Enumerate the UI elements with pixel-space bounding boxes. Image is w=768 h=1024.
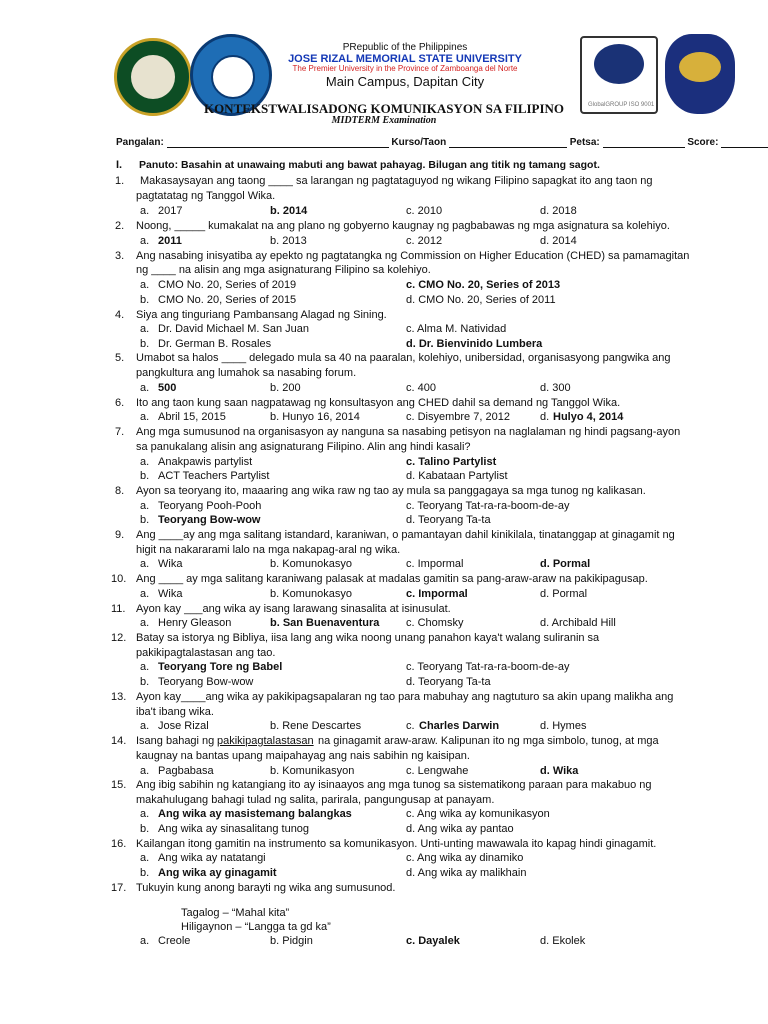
question-line-text: 15. bbox=[111, 779, 127, 791]
question-line-text: d. Teoryang Ta-ta bbox=[406, 514, 491, 526]
question-line-text: a. bbox=[140, 808, 150, 820]
question-line-text: Anakpawis partylist bbox=[158, 456, 253, 468]
question-line-text: d. 300 bbox=[540, 382, 571, 394]
question-line-text: 5. bbox=[115, 352, 125, 364]
date-field[interactable] bbox=[603, 137, 685, 148]
question-line-text: Ang wika ay ginagamit bbox=[158, 867, 277, 879]
question-line-text: b. Hunyo 16, 2014 bbox=[270, 411, 360, 423]
question-line-text: Makasaysayan ang taong ____ sa larangan ng pagtataguyod ng wikang Filipino sapagkat ito ang taon ng bbox=[140, 175, 653, 187]
question-line-text: b. bbox=[140, 514, 150, 526]
question-line-text: 2. bbox=[115, 220, 125, 232]
question-line-text: 14. bbox=[111, 735, 127, 747]
exam-subtitle: MIDTERM Examination bbox=[331, 115, 437, 126]
question-line-text: Ayon kay ___ang wika ay isang larawang sinasalita at isinusulat. bbox=[136, 603, 451, 615]
question-line-text: b. Komunokasyo bbox=[270, 558, 352, 570]
question-line-text: c. 400 bbox=[406, 382, 436, 394]
question-line-text: CMO No. 20, Series of 2015 bbox=[158, 294, 297, 306]
question-line-text: Siya ang tinguriang Pambansang Alagad ng Sining. bbox=[136, 309, 387, 321]
question-line-text: 1. bbox=[115, 175, 125, 187]
student-info-row bbox=[116, 137, 768, 148]
question-line-text: Tagalog – “Mahal kita” bbox=[181, 907, 290, 919]
question-line-text: c. Dayalek bbox=[406, 935, 460, 947]
question-line-text: Henry Gleason bbox=[158, 617, 232, 629]
question-line-text: c. Impormal bbox=[406, 588, 468, 600]
question-line-text: c. Talino Partylist bbox=[406, 456, 497, 468]
question-line-text: pakikipagtalastasan bbox=[217, 735, 314, 747]
question-line-text: c. Ang wika ay komunikasyon bbox=[406, 808, 550, 820]
question-line-text: Charles Darwin bbox=[419, 720, 500, 732]
question-line-text: c. CMO No. 20, Series of 2013 bbox=[406, 279, 561, 291]
name-label: Pangalan: bbox=[116, 137, 164, 148]
question-line-text: Teoryang Bow-wow bbox=[158, 514, 261, 526]
question-line-text: a. bbox=[140, 323, 150, 335]
question-line-text: b. 2013 bbox=[270, 235, 307, 247]
page-header bbox=[0, 28, 768, 108]
question-line-text: Ang wika ay sinasalitang tunog bbox=[158, 823, 310, 835]
question-line-text: d. Pormal bbox=[540, 558, 591, 570]
question-line-text: Kailangan itong gamitin na instrumento sa komunikasyon. Unti-unting mawawala ito kapag hindi ginagamit. bbox=[136, 838, 657, 850]
question-line-text: 12. bbox=[111, 632, 127, 644]
university-name: JOSE RIZAL MEMORIAL STATE UNIVERSITY bbox=[288, 53, 522, 65]
question-line-text: na ginagamit araw-araw. Kalipunan ito ng mga simbolo, tunog, at mga bbox=[318, 735, 659, 747]
question-line-text: b. bbox=[140, 823, 150, 835]
question-line-text: Batay sa istorya ng Bibliya, iisa lang ang wika noong unang panahon kaya't walang suliranin sa bbox=[136, 632, 600, 644]
question-line-text: Noong, _____ kumakalat na ang plano ng gobyerno kaugnay ng pagbabawas ng mga asignatura sa kolehiyo. bbox=[136, 220, 670, 232]
question-line-text: Ang mga sumusunod na organisasyon ay nanguna sa nasabing petisyon na naglalaman ng hindi pagsang-ayon bbox=[136, 426, 681, 438]
date-label: Petsa: bbox=[569, 137, 600, 148]
question-line-text: ACT Teachers Partylist bbox=[158, 470, 270, 482]
question-line-text: a. bbox=[140, 935, 150, 947]
question-line-text: a. bbox=[140, 279, 150, 291]
question-line-text: c. Lengwahe bbox=[406, 765, 469, 777]
question-line-text: CMO No. 20, Series of 2019 bbox=[158, 279, 297, 291]
question-line-text: Ang wika ay masistemang balangkas bbox=[158, 808, 352, 820]
question-line-text: c. Alma M. Natividad bbox=[406, 323, 507, 335]
question-line-text: a. bbox=[140, 765, 150, 777]
question-line-text: Tukuyin kung anong barayti ng wika ang sumusunod. bbox=[136, 882, 396, 894]
question-line-text: 17. bbox=[111, 882, 127, 894]
question-line-text: c. Disyembre 7, 2012 bbox=[406, 411, 510, 423]
question-line-text: Ayon kay____ang wika ay pakikipagsapalaran ng tao para mabuhay ang nagtuturo sa akin upang malikha ang bbox=[136, 691, 674, 703]
question-line-text: d. 2014 bbox=[540, 235, 577, 247]
question-line-text: d. Ekolek bbox=[540, 935, 586, 947]
question-line-text: Wika bbox=[158, 588, 183, 600]
question-line-text: d. Pormal bbox=[540, 588, 588, 600]
question-line-text: a. bbox=[140, 558, 150, 570]
question-line-text: b. bbox=[140, 470, 150, 482]
question-line-text: Hulyo 4, 2014 bbox=[553, 411, 624, 423]
question-line-text: makahulugang bahagi tulad ng salita, parirala, pangungusap at panayam. bbox=[136, 794, 495, 806]
question-line-text: a. bbox=[140, 456, 150, 468]
question-line-text: pagtatatag ng Tanggol Wika. bbox=[136, 190, 276, 202]
question-line-text: a. bbox=[140, 720, 150, 732]
question-line-text: b. bbox=[140, 676, 150, 688]
question-line-text: Dr. David Michael M. San Juan bbox=[158, 323, 310, 335]
question-line-text: 8. bbox=[115, 485, 125, 497]
question-line-text: b. Komunikasyon bbox=[270, 765, 355, 777]
question-line-text: 2017 bbox=[158, 205, 183, 217]
question-line-text: c. bbox=[406, 720, 415, 732]
question-line-text: Ang wika ay natatangi bbox=[158, 852, 266, 864]
question-line-text: Ito ang taon kung saan nagpatawag ng konsultasyon ang CHED dahil sa demand ng Tanggol Wika. bbox=[136, 397, 621, 409]
republic-line: PRepublic of the Philippines bbox=[342, 42, 468, 53]
question-line-text: Teoryang Bow-wow bbox=[158, 676, 254, 688]
section-number: I. bbox=[116, 159, 123, 171]
question-line-text: c. Teoryang Tat-ra-ra-boom-de-ay bbox=[406, 661, 570, 673]
question-line-text: Hiligaynon – “Langga ta gd ka” bbox=[181, 921, 331, 933]
question-line-text: b. 200 bbox=[270, 382, 301, 394]
question-line-text: Ang nasabing inisyatiba ay epekto ng pagtatangka ng Commission on Higher Education (CHED) sa pamamagitan bbox=[136, 250, 690, 262]
question-line-text: b. bbox=[140, 338, 150, 350]
question-line-text: b. San Buenaventura bbox=[270, 617, 380, 629]
question-line-text: a. bbox=[140, 235, 150, 247]
question-line-text: Ang ibig sabihin ng katangiang ito ay isinaayos ang mga tunog sa sistematikong paraan para makabuo ng bbox=[136, 779, 652, 791]
question-line-text: c. Impormal bbox=[406, 558, 464, 570]
question-line-text: Teoryang Tore ng Babel bbox=[158, 661, 283, 673]
question-line-text: Jose Rizal bbox=[158, 720, 209, 732]
name-field[interactable] bbox=[167, 137, 389, 148]
question-line-text: Ang ____ ay mga salitang karaniwang palasak at madalas gamitin sa pang-araw-araw na pakikipagusap. bbox=[136, 573, 648, 585]
question-line-text: Dr. German B. Rosales bbox=[158, 338, 272, 350]
question-line-text: d. Kabataan Partylist bbox=[406, 470, 508, 482]
question-line-text: 16. bbox=[111, 838, 127, 850]
question-line-text: 9. bbox=[115, 529, 125, 541]
question-line-text: a. bbox=[140, 617, 150, 629]
question-line-text: 500 bbox=[158, 382, 177, 394]
question-line-text: a. bbox=[140, 588, 150, 600]
question-line-text: c. 2010 bbox=[406, 205, 443, 217]
question-line-text: 2011 bbox=[158, 235, 182, 247]
question-line-text: 6. bbox=[115, 397, 125, 409]
question-line-text: a. bbox=[140, 382, 150, 394]
iso-badge-caption: GlobalGROUP ISO 9001 bbox=[588, 102, 655, 108]
question-line-text: d. Ang wika ay pantao bbox=[406, 823, 514, 835]
question-line-text: ng ____ na alisin ang mga asignaturang Filipino sa kolehiyo. bbox=[136, 264, 431, 276]
question-line-text: d. 2018 bbox=[540, 205, 577, 217]
question-line-text: Abril 15, 2015 bbox=[158, 411, 226, 423]
exam-title: KONTEKSTWALISADONG KOMUNIKASYON SA FILIPINO bbox=[203, 101, 565, 116]
question-line-text: 3. bbox=[115, 250, 125, 262]
question-line-text: 11. bbox=[111, 603, 126, 615]
question-line-text: Teoryang Pooh-Pooh bbox=[158, 500, 262, 512]
question-line-text: d. Ang wika ay malikhain bbox=[406, 867, 527, 879]
question-line-text: b. Pidgin bbox=[270, 935, 313, 947]
question-line-text: d. bbox=[540, 411, 550, 423]
question-line-text: c. Ang wika ay dinamiko bbox=[406, 852, 524, 864]
question-line-text: 13. bbox=[111, 691, 127, 703]
question-line-text: Creole bbox=[158, 935, 191, 947]
question-line-text: Wika bbox=[158, 558, 183, 570]
course-field[interactable] bbox=[449, 137, 567, 148]
question-line-text: b. Komunokasyo bbox=[270, 588, 352, 600]
question-line-text: higit na nakararami lalo na mga nakapag-aral ng wika. bbox=[136, 544, 401, 556]
question-line-text: sa panukalang alisin ang asignaturang Filipino. Alin ang hindi kasali? bbox=[136, 441, 471, 453]
question-line-text: pakikipagtalastasan ang tao. bbox=[136, 647, 276, 659]
question-line-text: d. Archibald Hill bbox=[540, 617, 616, 629]
question-line-text: 7. bbox=[115, 426, 125, 438]
course-label: Kurso/Taon bbox=[391, 137, 447, 148]
university-tagline: The Premier University in the Province of Zamboanga del Norte bbox=[292, 64, 518, 73]
question-line-text: pangkultura ang lumahok sa nasabing forum. bbox=[136, 367, 357, 379]
question-line-text: Ang ____ay ang mga salitang istandard, karaniwan, o pamantayan dahil kinikilala, tinatanggap at ginagamit ng bbox=[136, 529, 675, 541]
instructions: Panuto: Basahin at unawaing mabuti ang bawat pahayag. Bilugan ang titik ng tamang sagot. bbox=[139, 159, 600, 171]
question-line-text: a. bbox=[140, 852, 150, 864]
campus-name: Main Campus, Dapitan City bbox=[325, 74, 485, 89]
question-line-text: c. 2012 bbox=[406, 235, 443, 247]
question-line-text: d. CMO No. 20, Series of 2011 bbox=[406, 294, 556, 306]
question-line-text: b. 2014 bbox=[270, 205, 308, 217]
question-line-text: kaugnay na bantas upang maipahayag ang nais sabihin ng kaisipan. bbox=[136, 750, 470, 762]
question-line-text: d. Wika bbox=[540, 765, 579, 777]
score-label: Score: bbox=[687, 137, 719, 148]
question-line-text: d. Hymes bbox=[540, 720, 587, 732]
question-line-text: Umabot sa halos ____ delegado mula sa 40 na paaralan, kolehiyo, unibersidad, organisasyong pangwika ang bbox=[136, 352, 671, 364]
question-line-text: d. Teoryang Ta-ta bbox=[406, 676, 491, 688]
question-line-text: Ayon sa teoryang ito, maaaring ang wika raw ng tao ay mula sa panggagaya sa mga tunog ng kalikasan. bbox=[136, 485, 646, 497]
question-line-text: 10. bbox=[111, 573, 127, 585]
question-line-text: a. bbox=[140, 205, 150, 217]
question-line-text: b. bbox=[140, 867, 150, 879]
question-line-text: Isang bahagi ng bbox=[136, 735, 215, 747]
question-line-text: iba't ibang wika. bbox=[136, 706, 214, 718]
question-line-text: a. bbox=[140, 661, 150, 673]
question-line-text: b. Rene Descartes bbox=[270, 720, 362, 732]
question-line-text: Pagbabasa bbox=[158, 765, 214, 777]
question-line-text: a. bbox=[140, 411, 150, 423]
question-line-text: c. Chomsky bbox=[406, 617, 464, 629]
score-field[interactable] bbox=[721, 137, 768, 148]
question-line-text: b. bbox=[140, 294, 150, 306]
question-line-text: c. Teoryang Tat-ra-ra-boom-de-ay bbox=[406, 500, 570, 512]
question-line-text: 4. bbox=[115, 309, 125, 321]
question-line-text: a. bbox=[140, 500, 150, 512]
question-line-text: d. Dr. Bienvinido Lumbera bbox=[406, 338, 543, 350]
